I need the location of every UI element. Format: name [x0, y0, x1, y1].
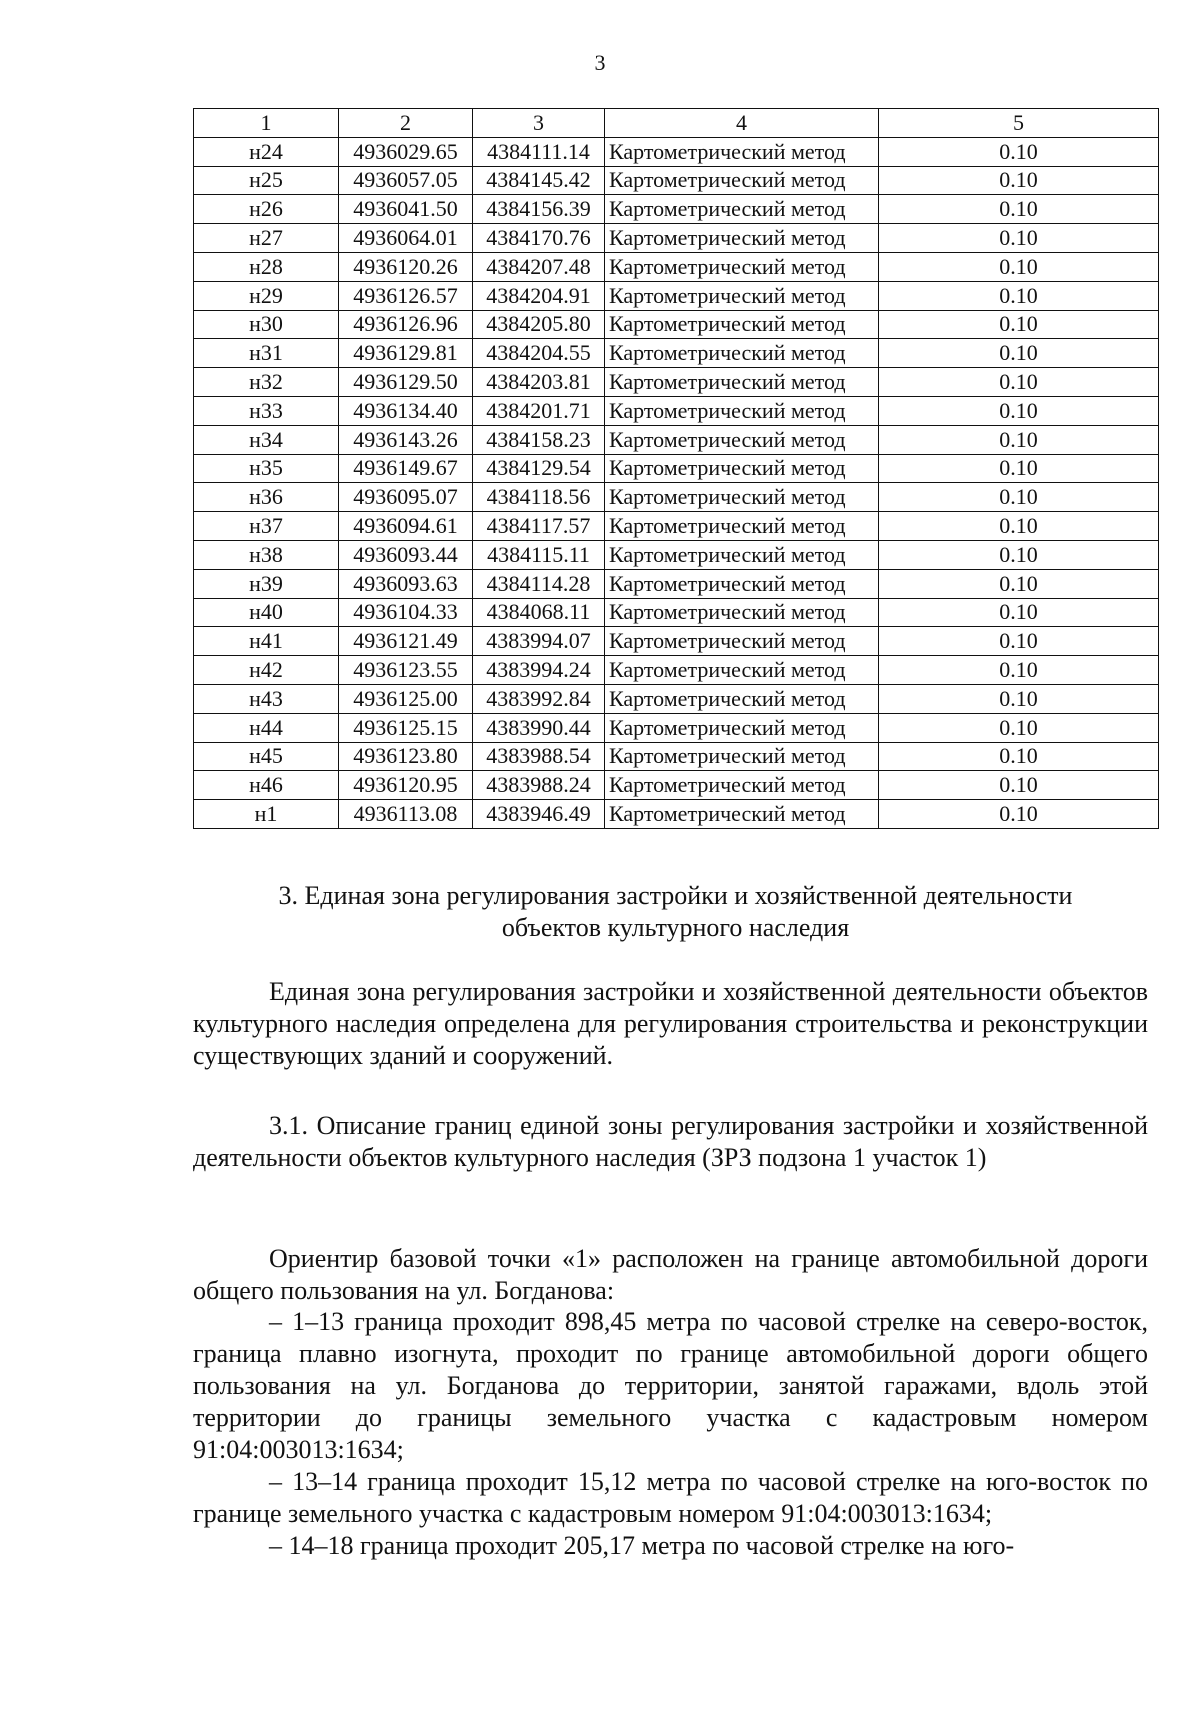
x-coordinate-cell: 4936094.61: [339, 512, 473, 541]
y-coordinate-cell: 4384204.91: [473, 281, 605, 310]
accuracy-cell: 0.10: [879, 281, 1159, 310]
x-coordinate-cell: 4936113.08: [339, 800, 473, 829]
accuracy-cell: 0.10: [879, 540, 1159, 569]
method-cell: Картометрический метод: [605, 252, 879, 281]
x-coordinate-cell: 4936129.81: [339, 339, 473, 368]
section-heading-line2: объектов культурного наследия: [501, 913, 850, 942]
y-coordinate-cell: 4384118.56: [473, 483, 605, 512]
point-id-cell: н27: [194, 224, 339, 253]
x-coordinate-cell: 4936126.57: [339, 281, 473, 310]
method-cell: Картометрический метод: [605, 339, 879, 368]
y-coordinate-cell: 4384204.55: [473, 339, 605, 368]
point-id-cell: н40: [194, 598, 339, 627]
accuracy-cell: 0.10: [879, 252, 1159, 281]
table-row: [194, 598, 1159, 627]
paragraph-base-point: Ориентир базовой точки «1» расположен на границе автомобильной дороги общего пользования на ул. Богданова:: [193, 1244, 1148, 1305]
table-row: [194, 195, 1159, 224]
coordinates-table: [193, 108, 1159, 829]
y-coordinate-cell: 4384203.81: [473, 368, 605, 397]
list-item: – 13–14 граница проходит 15,12 метра по часовой стрелке на юго-восток по границе земельного участка с кадастровым номером 91:04:003013:1634;: [193, 1467, 1148, 1528]
x-coordinate-cell: 4936093.63: [339, 569, 473, 598]
point-id-cell: н32: [194, 368, 339, 397]
point-id-cell: н46: [194, 771, 339, 800]
accuracy-cell: 0.10: [879, 339, 1159, 368]
table-row: [194, 713, 1159, 742]
x-coordinate-cell: 4936057.05: [339, 166, 473, 195]
x-coordinate-cell: 4936143.26: [339, 425, 473, 454]
y-coordinate-cell: 4383988.54: [473, 742, 605, 771]
accuracy-cell: 0.10: [879, 224, 1159, 253]
method-cell: Картометрический метод: [605, 425, 879, 454]
x-coordinate-cell: 4936095.07: [339, 483, 473, 512]
point-id-cell: н37: [194, 512, 339, 541]
table-row: [194, 800, 1159, 829]
table-header-row: [194, 109, 1159, 138]
method-cell: Картометрический метод: [605, 396, 879, 425]
method-cell: Картометрический метод: [605, 800, 879, 829]
paragraph-subsection-title: 3.1. Описание границ единой зоны регулирования застройки и хозяйственной деятельности объектов культурного наследия (ЗРЗ подзона 1 участок 1): [193, 1111, 1148, 1172]
y-coordinate-cell: 4384205.80: [473, 310, 605, 339]
method-cell: Картометрический метод: [605, 137, 879, 166]
table-row: [194, 281, 1159, 310]
point-id-cell: н35: [194, 454, 339, 483]
header-cell: 2: [339, 109, 473, 138]
table-row: [194, 310, 1159, 339]
x-coordinate-cell: 4936125.15: [339, 713, 473, 742]
table-row: [194, 569, 1159, 598]
method-cell: Картометрический метод: [605, 569, 879, 598]
table-body: [194, 109, 1159, 829]
x-coordinate-cell: 4936126.96: [339, 310, 473, 339]
accuracy-cell: 0.10: [879, 627, 1159, 656]
accuracy-cell: 0.10: [879, 454, 1159, 483]
y-coordinate-cell: 4384201.71: [473, 396, 605, 425]
y-coordinate-cell: 4384111.14: [473, 137, 605, 166]
table-row: [194, 483, 1159, 512]
method-cell: Картометрический метод: [605, 368, 879, 397]
accuracy-cell: 0.10: [879, 742, 1159, 771]
y-coordinate-cell: 4383988.24: [473, 771, 605, 800]
paragraph-zone-purpose: Единая зона регулирования застройки и хозяйственной деятельности объектов культурного наследия определена для регулирования строительства и реконструкции существующих зданий и сооружений.: [193, 977, 1148, 1070]
y-coordinate-cell: 4384207.48: [473, 252, 605, 281]
header-cell: 3: [473, 109, 605, 138]
method-cell: Картометрический метод: [605, 598, 879, 627]
x-coordinate-cell: 4936149.67: [339, 454, 473, 483]
x-coordinate-cell: 4936120.26: [339, 252, 473, 281]
accuracy-cell: 0.10: [879, 771, 1159, 800]
table-row: [194, 425, 1159, 454]
x-coordinate-cell: 4936123.55: [339, 656, 473, 685]
accuracy-cell: 0.10: [879, 512, 1159, 541]
accuracy-cell: 0.10: [879, 713, 1159, 742]
method-cell: Картометрический метод: [605, 454, 879, 483]
accuracy-cell: 0.10: [879, 166, 1159, 195]
point-id-cell: н1: [194, 800, 339, 829]
x-coordinate-cell: 4936093.44: [339, 540, 473, 569]
accuracy-cell: 0.10: [879, 800, 1159, 829]
table-row: [194, 137, 1159, 166]
table-row: [194, 656, 1159, 685]
table-row: [194, 771, 1159, 800]
y-coordinate-cell: 4384145.42: [473, 166, 605, 195]
method-cell: Картометрический метод: [605, 483, 879, 512]
x-coordinate-cell: 4936123.80: [339, 742, 473, 771]
method-cell: Картометрический метод: [605, 627, 879, 656]
x-coordinate-cell: 4936129.50: [339, 368, 473, 397]
method-cell: Картометрический метод: [605, 310, 879, 339]
method-cell: Картометрический метод: [605, 713, 879, 742]
accuracy-cell: 0.10: [879, 684, 1159, 713]
point-id-cell: н39: [194, 569, 339, 598]
method-cell: Картометрический метод: [605, 684, 879, 713]
y-coordinate-cell: 4384158.23: [473, 425, 605, 454]
table-row: [194, 166, 1159, 195]
y-coordinate-cell: 4384115.11: [473, 540, 605, 569]
section-heading: [193, 880, 1158, 944]
method-cell: Картометрический метод: [605, 540, 879, 569]
accuracy-cell: 0.10: [879, 137, 1159, 166]
point-id-cell: н28: [194, 252, 339, 281]
accuracy-cell: 0.10: [879, 656, 1159, 685]
y-coordinate-cell: 4383990.44: [473, 713, 605, 742]
table-row: [194, 684, 1159, 713]
y-coordinate-cell: 4383946.49: [473, 800, 605, 829]
table-row: [194, 742, 1159, 771]
header-cell: 5: [879, 109, 1159, 138]
table-row: [194, 252, 1159, 281]
point-id-cell: н44: [194, 713, 339, 742]
x-coordinate-cell: 4936041.50: [339, 195, 473, 224]
method-cell: Картометрический метод: [605, 512, 879, 541]
point-id-cell: н38: [194, 540, 339, 569]
method-cell: Картометрический метод: [605, 166, 879, 195]
method-cell: Картометрический метод: [605, 771, 879, 800]
method-cell: Картометрический метод: [605, 195, 879, 224]
table-row: [194, 454, 1159, 483]
point-id-cell: н24: [194, 137, 339, 166]
table-row: [194, 224, 1159, 253]
boundary-description-list: [193, 1306, 1148, 1562]
point-id-cell: н31: [194, 339, 339, 368]
method-cell: Картометрический метод: [605, 656, 879, 685]
y-coordinate-cell: 4383994.24: [473, 656, 605, 685]
method-cell: Картометрический метод: [605, 224, 879, 253]
point-id-cell: н26: [194, 195, 339, 224]
list-item: – 14–18 граница проходит 205,17 метра по часовой стрелке на юго-: [269, 1531, 1015, 1560]
table-row: [194, 540, 1159, 569]
table-row: [194, 368, 1159, 397]
y-coordinate-cell: 4384117.57: [473, 512, 605, 541]
point-id-cell: н30: [194, 310, 339, 339]
x-coordinate-cell: 4936121.49: [339, 627, 473, 656]
table-row: [194, 396, 1159, 425]
list-item: – 1–13 граница проходит 898,45 метра по часовой стрелке на северо-восток, граница плавно изогнута, проходит по границе автомобильной дороги общего пользования на ул. Богданова до территории, занятой гаражами, вдоль этой территории до границы земельного участка с кадастровым номером 91:04:003013:1634;: [193, 1307, 1148, 1464]
x-coordinate-cell: 4936064.01: [339, 224, 473, 253]
accuracy-cell: 0.10: [879, 310, 1159, 339]
accuracy-cell: 0.10: [879, 483, 1159, 512]
point-id-cell: н36: [194, 483, 339, 512]
y-coordinate-cell: 4383994.07: [473, 627, 605, 656]
x-coordinate-cell: 4936029.65: [339, 137, 473, 166]
y-coordinate-cell: 4384129.54: [473, 454, 605, 483]
x-coordinate-cell: 4936134.40: [339, 396, 473, 425]
point-id-cell: н45: [194, 742, 339, 771]
table-row: [194, 627, 1159, 656]
section-heading-line1: 3. Единая зона регулирования застройки и хозяйственной деятельности: [278, 881, 1073, 910]
y-coordinate-cell: 4384068.11: [473, 598, 605, 627]
header-cell: 1: [194, 109, 339, 138]
accuracy-cell: 0.10: [879, 195, 1159, 224]
accuracy-cell: 0.10: [879, 569, 1159, 598]
x-coordinate-cell: 4936104.33: [339, 598, 473, 627]
accuracy-cell: 0.10: [879, 368, 1159, 397]
y-coordinate-cell: 4384114.28: [473, 569, 605, 598]
table-row: [194, 512, 1159, 541]
point-id-cell: н33: [194, 396, 339, 425]
header-cell: 4: [605, 109, 879, 138]
x-coordinate-cell: 4936120.95: [339, 771, 473, 800]
x-coordinate-cell: 4936125.00: [339, 684, 473, 713]
point-id-cell: н25: [194, 166, 339, 195]
table-row: [194, 339, 1159, 368]
method-cell: Картометрический метод: [605, 281, 879, 310]
y-coordinate-cell: 4384156.39: [473, 195, 605, 224]
y-coordinate-cell: 4383992.84: [473, 684, 605, 713]
method-cell: Картометрический метод: [605, 742, 879, 771]
accuracy-cell: 0.10: [879, 598, 1159, 627]
page-number: 3: [594, 50, 606, 75]
accuracy-cell: 0.10: [879, 396, 1159, 425]
point-id-cell: н42: [194, 656, 339, 685]
point-id-cell: н41: [194, 627, 339, 656]
accuracy-cell: 0.10: [879, 425, 1159, 454]
point-id-cell: н34: [194, 425, 339, 454]
point-id-cell: н29: [194, 281, 339, 310]
y-coordinate-cell: 4384170.76: [473, 224, 605, 253]
point-id-cell: н43: [194, 684, 339, 713]
